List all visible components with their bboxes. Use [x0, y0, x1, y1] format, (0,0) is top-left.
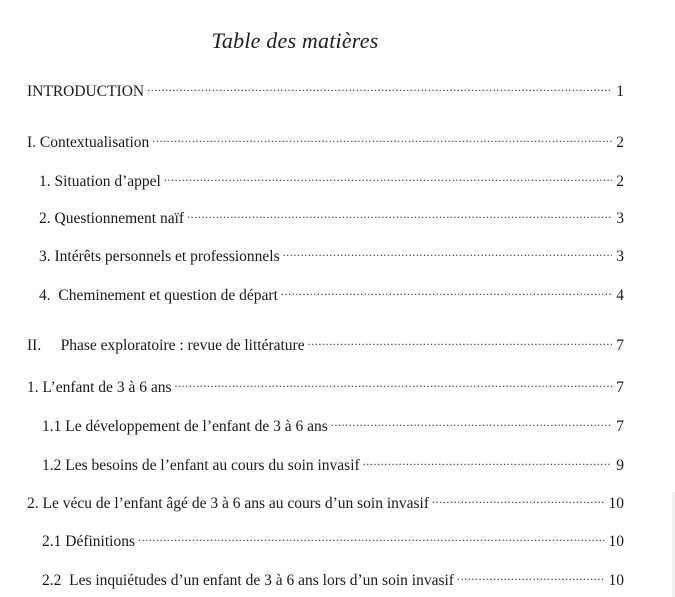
- toc-dot-leader: [138, 526, 605, 546]
- toc-entry-page: 10: [608, 533, 624, 550]
- toc-entry-label: 1.2 Les besoins de l’enfant au cours du soin invasif: [42, 457, 360, 474]
- toc-dot-leader: [187, 203, 612, 223]
- toc-dot-leader: [331, 411, 612, 431]
- toc-entry-page: 7: [616, 379, 624, 396]
- toc-entry-developpement[interactable]: [42, 411, 624, 435]
- toc-entry-vecu[interactable]: [27, 488, 624, 512]
- toc-entry-page: 3: [616, 248, 624, 265]
- toc-entry-enfant-3-6[interactable]: [27, 372, 624, 396]
- toc-dot-leader: [283, 241, 613, 261]
- toc-entry-page: 7: [616, 418, 624, 435]
- toc-dot-leader: [174, 372, 612, 392]
- toc-entry-label: 4. Cheminement et question de départ: [39, 287, 278, 304]
- toc-entry-label: 2. Le vécu de l’enfant âgé de 3 à 6 ans au cours d’un soin invasif: [27, 495, 430, 512]
- toc-entry-introduction[interactable]: [27, 76, 624, 100]
- toc-entry-label: 1. Situation d’appel: [39, 173, 161, 190]
- toc-entry-page: 2: [616, 173, 624, 190]
- toc-entry-label: 2.1 Définitions: [42, 533, 135, 550]
- toc-entry-label: 2. Questionnement naïf: [39, 210, 185, 227]
- toc-entry-page: 7: [616, 337, 624, 354]
- toc-entry-page: 1: [616, 83, 624, 100]
- toc-dot-leader: [281, 280, 612, 300]
- toc-dot-leader: [363, 450, 613, 470]
- toc-entry-label: 2.2 Les inquiétudes d’un enfant de 3 à 6 ans lors d’un soin invasif: [42, 572, 454, 589]
- toc-entry-situation-appel[interactable]: [39, 166, 624, 190]
- toc-entry-interets[interactable]: [39, 241, 624, 265]
- toc-entry-label: 1.1 Le développement de l’enfant de 3 à 6 ans: [42, 418, 328, 435]
- toc-dot-leader: [147, 76, 612, 96]
- toc-dot-leader: [432, 488, 604, 508]
- toc-dot-leader: [164, 166, 612, 186]
- toc-entry-label: II. Phase exploratoire : revue de littérature: [27, 337, 305, 354]
- toc-dot-leader: [152, 127, 612, 147]
- toc-entry-definitions[interactable]: [42, 526, 624, 550]
- toc-entry-label: 3. Intérêts personnels et professionnels: [39, 248, 280, 265]
- toc-entry-page: 4: [616, 287, 624, 304]
- toc-entry-page: 10: [608, 572, 624, 589]
- toc-dot-leader: [308, 330, 613, 350]
- toc-entry-besoins[interactable]: [42, 450, 624, 474]
- toc-entry-label: 1. L’enfant de 3 à 6 ans: [27, 379, 172, 396]
- toc-title: Table des matières: [211, 28, 379, 53]
- toc-entry-page: 2: [616, 134, 624, 151]
- toc-entry-questionnement[interactable]: [39, 203, 624, 227]
- toc-entry-label: I. Contextualisation: [27, 134, 150, 151]
- toc-entry-page: 9: [616, 457, 624, 474]
- toc-entry-page: 3: [616, 210, 624, 227]
- toc-entry-cheminement[interactable]: [39, 280, 624, 304]
- toc-entry-inquietudes[interactable]: [42, 565, 624, 589]
- toc-entry-page: 10: [608, 495, 624, 512]
- toc-dot-leader: [457, 565, 605, 585]
- toc-entry-contextualisation[interactable]: [27, 127, 624, 151]
- toc-entry-label: INTRODUCTION: [27, 83, 145, 100]
- toc-entry-phase-exploratoire[interactable]: [27, 330, 624, 354]
